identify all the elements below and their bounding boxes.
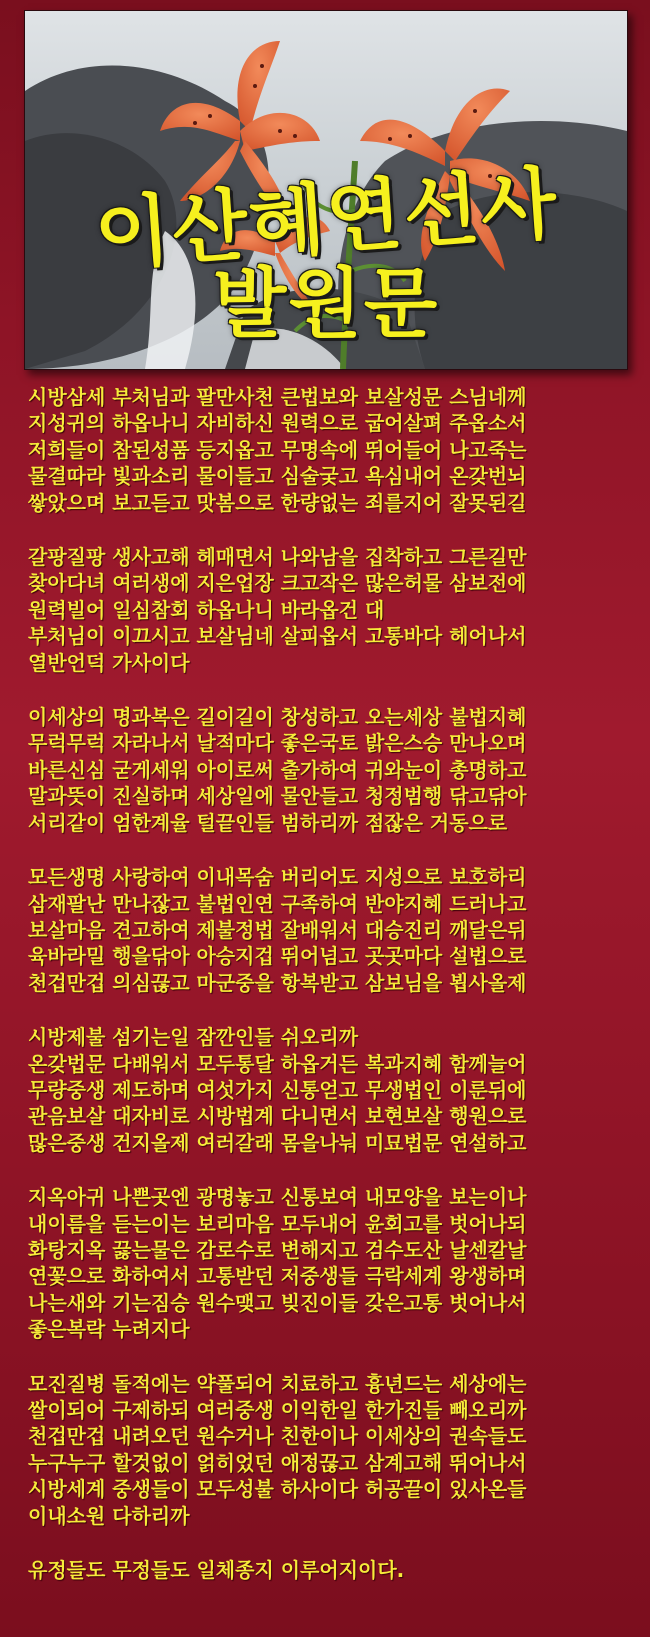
verse-line: 지성귀의 하옵나니 자비하신 원력으로 굽어살펴 주옵소서 [28,411,527,436]
verse-line: 무량중생 제도하며 여섯가지 신통얻고 무생법인 이룬뒤에 [28,1077,527,1102]
verse-line: 이세상의 명과복은 길이길이 창성하고 오는세상 불법지혜 [28,705,527,730]
hero-title-line1: 이산혜연선사 [91,158,562,282]
stanza [28,544,628,676]
verse-line: 유정들도 무정들도 일체종지 이루어지이다. [28,1558,405,1583]
verse-line: 저희들이 참된성품 등지옵고 무명속에 뛰어들어 나고죽는 [28,437,527,462]
verse-line: 모진질병 돌적에는 약풀되어 치료하고 흉년드는 세상에는 [28,1371,527,1396]
stanza [28,1371,628,1529]
hero-banner [24,10,628,370]
verse-line: 원력빌어 일심참회 하옵나니 바라옵건 대 [28,597,385,622]
verse-line: 지옥아귀 나쁜곳엔 광명놓고 신통보여 내모양을 보는이나 [28,1185,527,1210]
verse-line: 좋은복락 누려지다 [28,1317,190,1342]
verse-line: 화탕지옥 끓는물은 감로수로 변해지고 검수도산 날센칼날 [28,1237,527,1262]
verse-line: 찾아다녀 여러생에 지은업장 크고작은 많은허물 삼보전에 [28,571,527,596]
verse-line: 갈팡질팡 생사고해 헤매면서 나와남을 집착하고 그른길만 [28,545,527,570]
stanza [28,384,628,516]
verse-line: 열반언덕 가사이다 [28,650,190,675]
verse-line: 나는새와 기는짐승 원수맺고 빚진이들 갖은고통 벗어나서 [28,1290,527,1315]
verse-line: 누구누구 할것없이 얽히었던 애정끊고 삼계고해 뛰어나서 [28,1450,527,1475]
verse-line: 보살마음 견고하여 제불정법 잘배워서 대승진리 깨달은뒤 [28,917,527,942]
verse-line: 내이름을 듣는이는 보리마음 모두내어 윤회고를 벗어나되 [28,1211,527,1236]
verse-line: 육바라밀 행을닦아 아승지겁 뛰어넘고 곳곳마다 설법으로 [28,944,527,969]
verse-line: 천겁만겁 의심끊고 마군중을 항복받고 삼보님을 뵙사올제 [28,970,527,995]
stanza [28,1024,628,1156]
verse-line: 시방세계 중생들이 모두성불 하사이다 허공끝이 있사온들 [28,1477,527,1502]
stanza [28,864,628,996]
stanza [28,1557,628,1583]
verse-line: 부처님이 이끄시고 보살님네 살피옵서 고통바다 헤어나서 [28,624,527,649]
verse-line: 서리같이 엄한계율 털끝인들 범하리까 점잖은 거동으로 [28,810,508,835]
verse-line: 이내소원 다하리까 [28,1503,190,1528]
verse-line: 무럭무럭 자라나서 날적마다 좋은국토 밝은스승 만나오며 [28,731,527,756]
verse-line: 바른신심 굳게세워 아이로써 출가하여 귀와눈이 총명하고 [28,757,527,782]
verse-line: 삼재팔난 만나잖고 불법인연 구족하여 반야지혜 드러나고 [28,891,527,916]
verse-line: 연꽃으로 화하여서 고통받던 저중생들 극락세계 왕생하며 [28,1264,527,1289]
prayer-text [28,384,628,1611]
verse-line: 쌀이되어 구제하되 여러중생 이익한일 한가진들 빼오리까 [28,1398,527,1422]
verse-line: 말과뜻이 진실하며 세상일에 물안들고 청정범행 닦고닦아 [28,784,527,809]
verse-line: 물결따라 빛과소리 물이들고 심술궂고 욕심내어 온갖번뇌 [28,464,527,489]
verse-line: 쌓았으며 보고듣고 맛봄으로 한량없는 죄를지어 잘못된길 [28,490,527,515]
verse-line: 시방삼세 부처님과 팔만사천 큰법보와 보살성문 스님네께 [28,385,527,409]
verse-line: 모든생명 사랑하여 이내목숨 버리어도 지성으로 보호하리 [28,865,527,890]
stanza [28,704,628,836]
verse-line: 많은중생 건지올제 여러갈래 몸을나눠 미묘법문 연설하고 [28,1130,527,1155]
verse-line: 관음보살 대자비로 시방법계 다니면서 보현보살 행원으로 [28,1104,527,1129]
verse-line: 온갖법문 다배워서 모두통달 하옵거든 복과지혜 함께늘어 [28,1051,527,1076]
verse-line: 시방제불 섬기는일 잠깐인들 쉬오리까 [28,1025,359,1050]
stanza [28,1184,628,1342]
verse-line: 천겁만겁 내려오던 원수거나 친한이나 이세상의 권속들도 [28,1424,527,1449]
hero-title-line2: 발원문 [212,259,440,348]
